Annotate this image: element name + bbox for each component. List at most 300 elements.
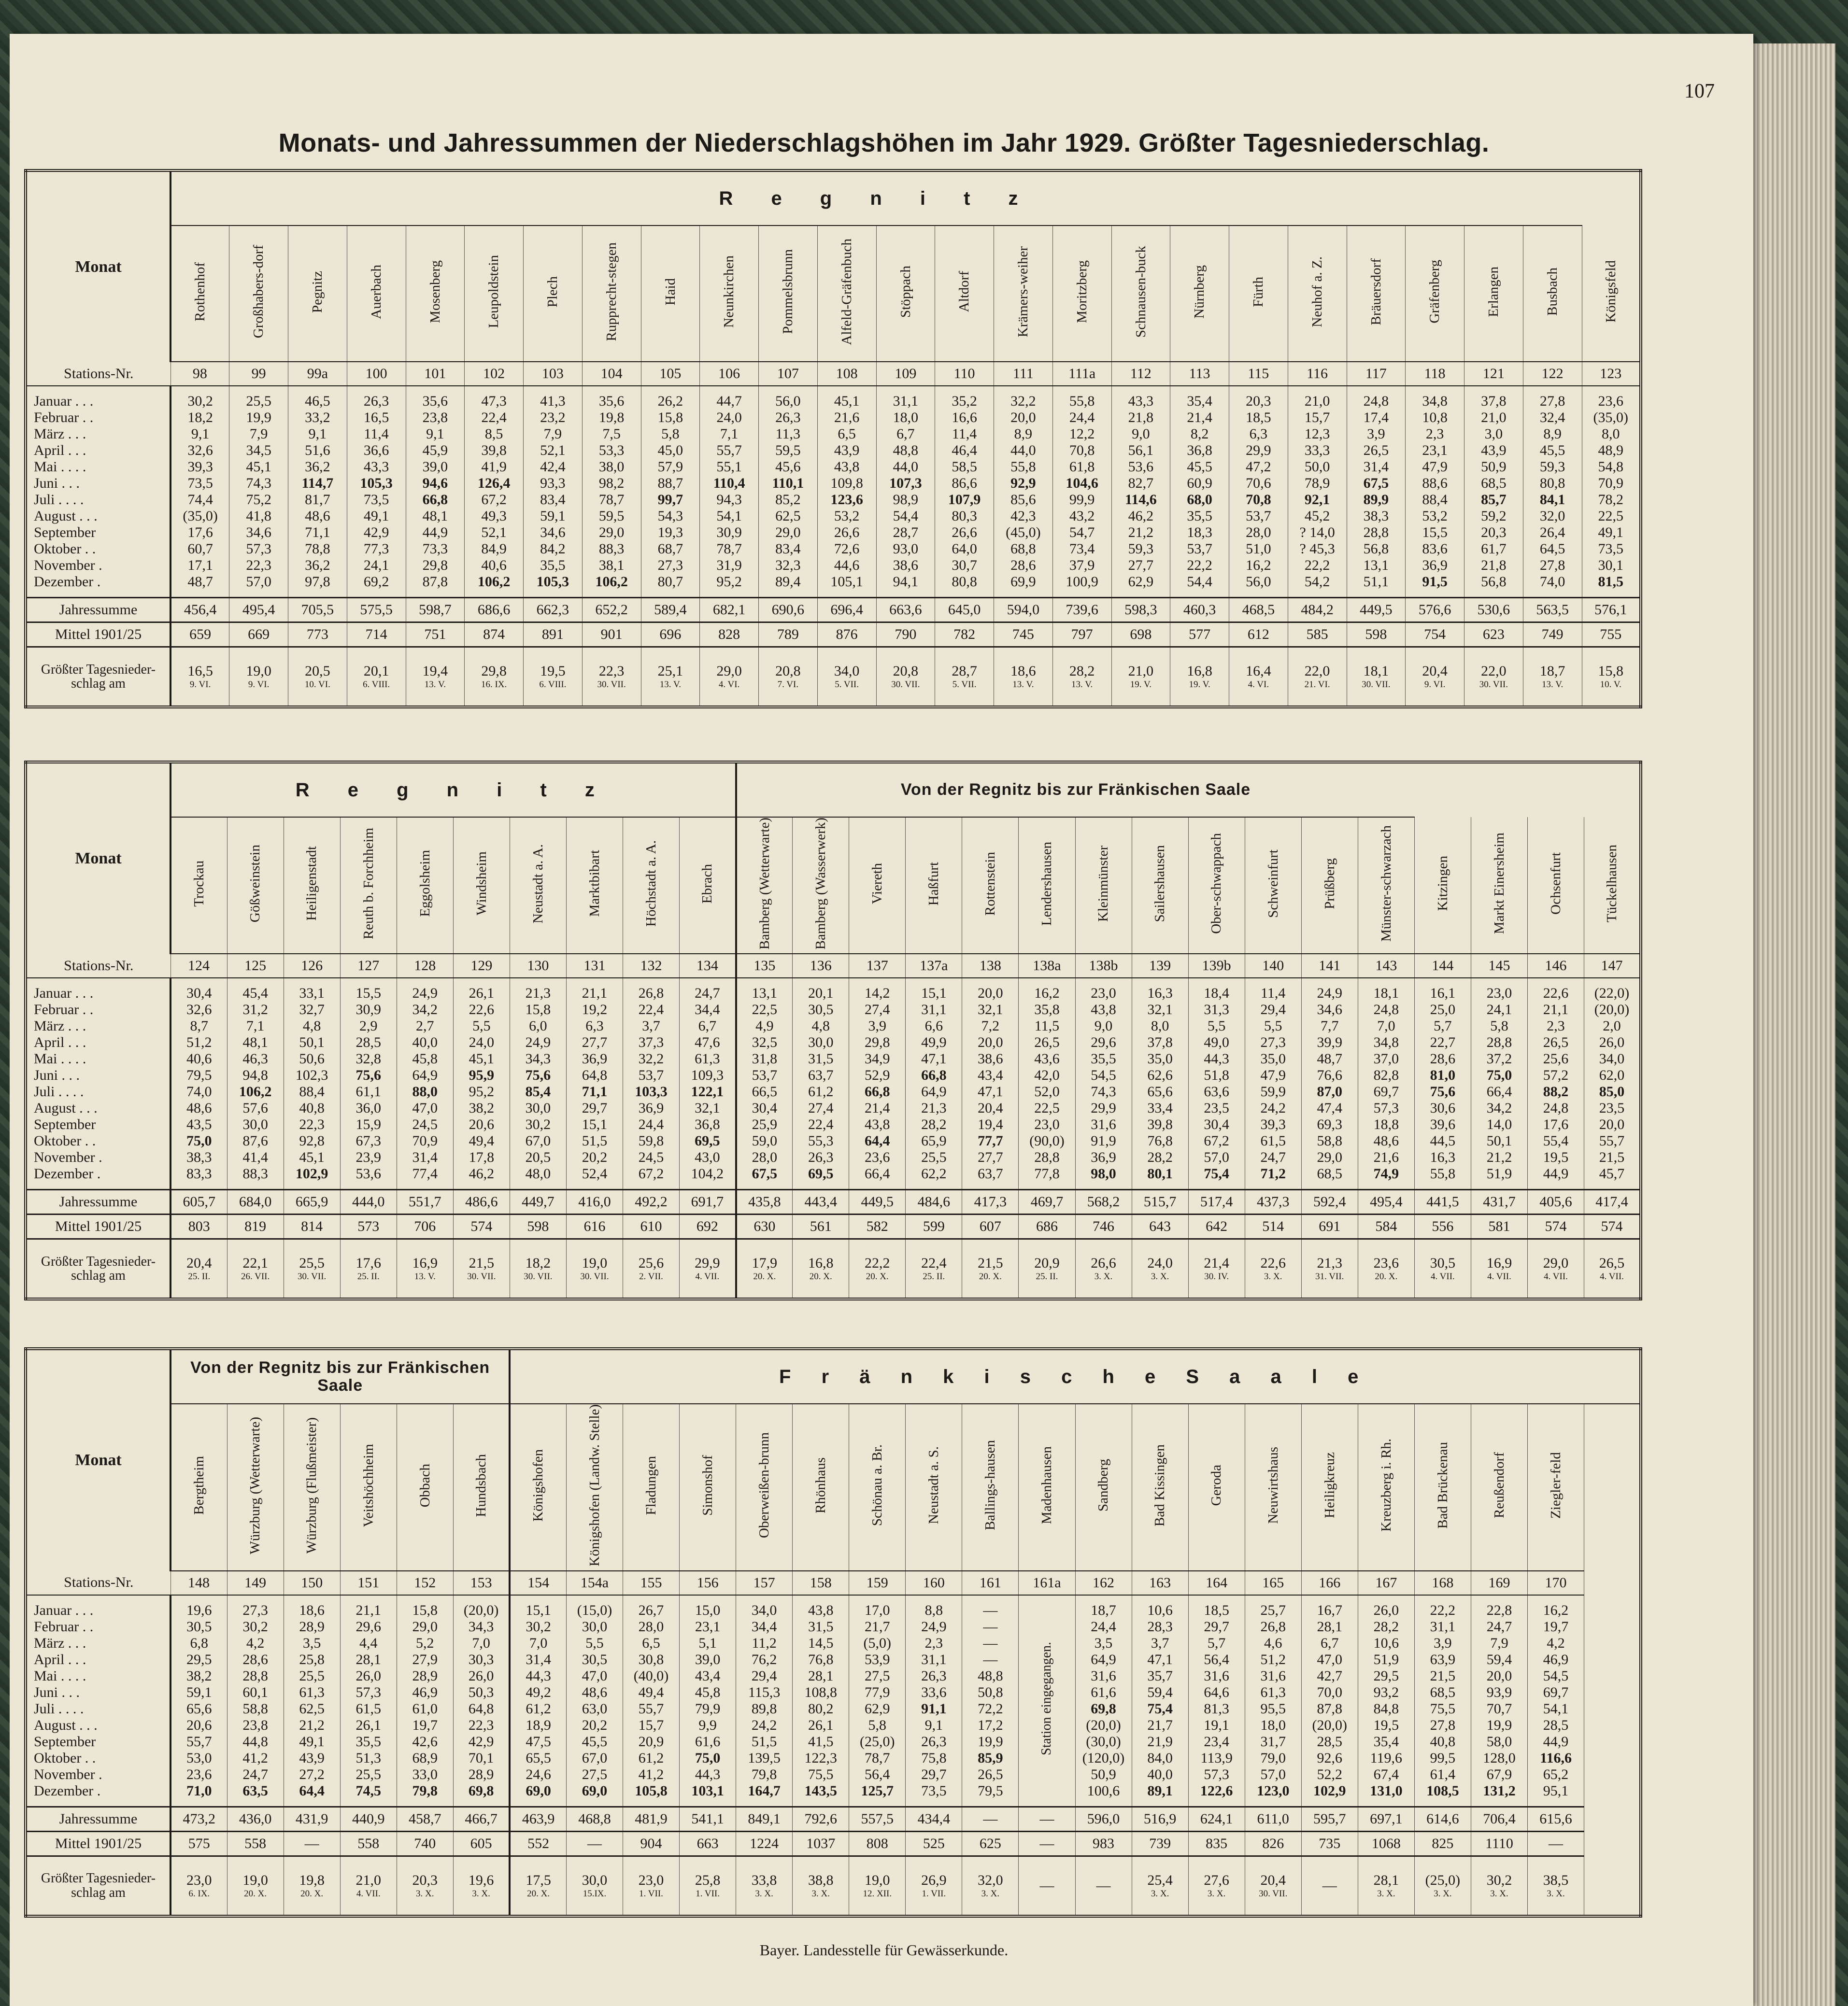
- month-value: 65,9: [906, 1133, 962, 1149]
- month-value: 68,7: [641, 541, 700, 557]
- station-nr: 160: [906, 1571, 962, 1595]
- month-value: 27,8: [1523, 557, 1582, 574]
- month-value: 46,5: [288, 386, 347, 410]
- month-value: 46,2: [1111, 508, 1170, 524]
- month-value: 21,8: [1464, 557, 1523, 574]
- month-value: 66,4: [1471, 1084, 1527, 1100]
- station-name: Neustadt a. S.: [926, 1446, 942, 1525]
- month-value: 47,9: [1245, 1067, 1301, 1084]
- month-value: 28,1: [793, 1668, 849, 1684]
- month-value: 7,9: [1471, 1635, 1527, 1652]
- month-value: 105,8: [623, 1783, 680, 1807]
- mittel-value: 739: [1132, 1831, 1188, 1856]
- max-daily-date: 3. X.: [1490, 1888, 1508, 1899]
- station-name-cell: [227, 817, 284, 954]
- max-daily-cell: [1229, 647, 1288, 707]
- month-value: 29,4: [1245, 1002, 1301, 1018]
- station-name: Fladungen: [643, 1455, 659, 1515]
- month-value: 59,9: [1245, 1084, 1301, 1100]
- mittel-value: 901: [582, 622, 641, 647]
- month-value: 10,6: [1358, 1635, 1414, 1652]
- station-nr: 99a: [288, 362, 347, 386]
- month-value: 25,6: [1528, 1051, 1584, 1067]
- station-name-cell: [229, 226, 288, 362]
- max-daily-date: 4. VII.: [356, 1888, 381, 1899]
- month-value: 23,0: [1019, 1116, 1075, 1133]
- month-label: August . . .: [26, 1717, 171, 1734]
- month-value: 55,8: [1052, 386, 1111, 410]
- station-nr: 149: [227, 1571, 284, 1595]
- month-value: 8,9: [1523, 426, 1582, 442]
- month-row: [26, 1166, 1641, 1190]
- month-value: 89,9: [1347, 492, 1406, 508]
- month-value: 28,0: [736, 1149, 793, 1166]
- station-nr: 100: [347, 362, 406, 386]
- max-daily-cell: [1358, 1239, 1414, 1300]
- max-daily-date: 3. X.: [1151, 1888, 1169, 1899]
- month-value: 26,6: [817, 524, 876, 541]
- month-value: 61,6: [1075, 1684, 1132, 1701]
- month-value: 50,3: [453, 1684, 510, 1701]
- station-name: Bad Kissingen: [1152, 1444, 1168, 1526]
- month-value: 41,5: [793, 1734, 849, 1750]
- month-value: 9,1: [906, 1717, 962, 1734]
- max-daily-value: 30,5: [1430, 1255, 1456, 1271]
- mittel-value: —: [1528, 1831, 1584, 1856]
- jahressumme-value: 515,7: [1132, 1190, 1188, 1215]
- month-value: 5,5: [453, 1018, 510, 1034]
- month-value: 64,0: [935, 541, 994, 557]
- station-name: Obbach: [417, 1463, 433, 1507]
- max-daily-value: 29,0: [716, 663, 742, 679]
- month-value: 69,7: [1358, 1084, 1414, 1100]
- month-value: 51,2: [1245, 1652, 1301, 1668]
- month-value: 39,6: [1414, 1116, 1471, 1133]
- max-daily-value: 21,0: [1128, 663, 1154, 679]
- jahressumme-value: 458,7: [397, 1807, 453, 1831]
- month-value: 61,5: [340, 1701, 397, 1717]
- month-value: 28,9: [284, 1619, 340, 1635]
- month-value: 54,7: [1052, 524, 1111, 541]
- station-nr: 138: [962, 954, 1019, 978]
- month-value: 69,0: [566, 1783, 623, 1807]
- month-value: 30,3: [453, 1652, 510, 1668]
- month-value: 49,9: [906, 1034, 962, 1051]
- month-value: 19,4: [962, 1116, 1019, 1133]
- jahressumme-value: 473,2: [171, 1807, 227, 1831]
- month-value: 11,4: [1245, 978, 1301, 1002]
- month-value: 71,1: [566, 1084, 623, 1100]
- month-value: 26,5: [1347, 442, 1406, 459]
- month-label: Februar . .: [26, 1002, 171, 1018]
- jahressumme-value: 405,6: [1528, 1190, 1584, 1215]
- max-daily-value: 34,0: [834, 663, 860, 679]
- month-value: 56,8: [1347, 541, 1406, 557]
- month-value: 61,5: [1245, 1133, 1301, 1149]
- month-value: 75,2: [229, 492, 288, 508]
- max-daily-cell: [680, 1239, 736, 1300]
- jahressumme-value: 652,2: [582, 598, 641, 622]
- month-value: 26,0: [340, 1668, 397, 1684]
- station-nr: 170: [1528, 1571, 1584, 1595]
- group-header: R e g n i t z: [171, 762, 736, 817]
- month-value: 26,1: [453, 978, 510, 1002]
- max-daily-value: 21,0: [355, 1872, 381, 1888]
- month-value: 73,3: [406, 541, 465, 557]
- month-value: (35,0): [1582, 410, 1641, 426]
- month-value: 47,0: [1301, 1652, 1358, 1668]
- month-value: 9,1: [406, 426, 465, 442]
- month-value: 31,1: [876, 386, 935, 410]
- month-value: 43,4: [680, 1668, 736, 1684]
- mittel-value: 643: [1132, 1215, 1188, 1239]
- stations-nr-label: Stations-Nr.: [26, 1571, 171, 1595]
- jahressumme-value: 624,1: [1188, 1807, 1245, 1831]
- month-value: 39,0: [680, 1652, 736, 1668]
- max-daily-label: Größter Tagesnieder-schlag am: [26, 1239, 171, 1300]
- month-value: 61,6: [680, 1734, 736, 1750]
- month-value: 36,2: [288, 459, 347, 475]
- station-nr: 141: [1301, 954, 1358, 978]
- max-daily-cell: [759, 647, 818, 707]
- jahressumme-value: 517,4: [1188, 1190, 1245, 1215]
- month-value: 7,2: [962, 1018, 1019, 1034]
- month-value: 6,5: [817, 426, 876, 442]
- month-value: 49,1: [1582, 524, 1641, 541]
- month-value: (20,0): [1584, 1002, 1641, 1018]
- month-value: 22,5: [1582, 508, 1641, 524]
- max-daily-date: 13. V.: [424, 679, 446, 690]
- month-value: 128,0: [1471, 1750, 1527, 1766]
- jahressumme-value: 696,4: [817, 598, 876, 622]
- month-value: 48,7: [171, 574, 229, 598]
- month-value: 19,5: [1358, 1717, 1414, 1734]
- month-value: 31,1: [906, 1652, 962, 1668]
- station-name-cell: [284, 1404, 340, 1571]
- month-value: 60,7: [171, 541, 229, 557]
- station-name-cell: [284, 817, 340, 954]
- month-value: 7,5: [582, 426, 641, 442]
- mittel-value: 692: [680, 1215, 736, 1239]
- mittel-value: 612: [1229, 622, 1288, 647]
- station-name-cell: [453, 1404, 510, 1571]
- month-value: 18,5: [1188, 1595, 1245, 1619]
- month-value: 44,8: [227, 1734, 284, 1750]
- month-value: 57,3: [229, 541, 288, 557]
- month-value: 16,1: [1414, 978, 1471, 1002]
- month-value: 109,8: [817, 475, 876, 492]
- month-value: 38,0: [582, 459, 641, 475]
- max-daily-cell: [171, 647, 229, 707]
- station-name-cell: [623, 817, 680, 954]
- max-daily-date: 30. VII.: [524, 1271, 553, 1282]
- month-value: 53,9: [849, 1652, 906, 1668]
- month-value: 76,8: [793, 1652, 849, 1668]
- month-value: 47,5: [510, 1734, 566, 1750]
- month-value: 30,0: [566, 1619, 623, 1635]
- month-value: (35,0): [171, 508, 229, 524]
- month-row: [26, 574, 1641, 598]
- jahressumme-value: 484,2: [1288, 598, 1347, 622]
- month-value: 22,4: [623, 1002, 680, 1018]
- mittel-value: 598: [510, 1215, 566, 1239]
- month-value: 35,6: [406, 386, 465, 410]
- mittel-value: 803: [171, 1215, 227, 1239]
- station-name-cell: [566, 1404, 623, 1571]
- month-value: 32,1: [962, 1002, 1019, 1018]
- month-value: 21,1: [566, 978, 623, 1002]
- month-value: 19,9: [962, 1734, 1019, 1750]
- station-name: Reußendorf: [1491, 1452, 1507, 1519]
- month-value: 28,6: [1414, 1051, 1471, 1067]
- month-value: 30,5: [171, 1619, 227, 1635]
- mittel-value: 755: [1582, 622, 1641, 647]
- month-value: 22,2: [1288, 557, 1347, 574]
- month-value: 27,5: [849, 1668, 906, 1684]
- max-daily-value: 22,4: [921, 1255, 947, 1271]
- month-value: 38,6: [876, 557, 935, 574]
- month-value: 22,4: [465, 410, 524, 426]
- month-value: 68,8: [994, 541, 1053, 557]
- month-value: 3,7: [623, 1018, 680, 1034]
- month-value: 24,8: [1347, 386, 1406, 410]
- max-daily-value: 25,1: [657, 663, 683, 679]
- page: [10, 34, 1753, 2006]
- station-name-cell: [680, 1404, 736, 1571]
- max-daily-date: 13. V.: [414, 1271, 436, 1282]
- month-row: [26, 1034, 1641, 1051]
- jahressumme-value: 576,6: [1406, 598, 1464, 622]
- month-value: 19,9: [1471, 1717, 1527, 1734]
- month-value: 84,8: [1358, 1701, 1414, 1717]
- max-daily-cell: [1188, 1239, 1245, 1300]
- max-daily-date: 30. VII.: [597, 679, 626, 690]
- month-value: 48,8: [962, 1668, 1019, 1684]
- month-value: 23,6: [171, 1766, 227, 1783]
- month-value: 15,8: [641, 410, 700, 426]
- month-value: 50,8: [962, 1684, 1019, 1701]
- month-value: 18,0: [1245, 1717, 1301, 1734]
- month-value: 67,2: [623, 1166, 680, 1190]
- month-value: 110,1: [759, 475, 818, 492]
- station-name-cell: [582, 226, 641, 362]
- month-value: 3,5: [1075, 1635, 1132, 1652]
- month-value: 28,9: [397, 1668, 453, 1684]
- month-value: 68,5: [1301, 1166, 1358, 1190]
- jahressumme-value: —: [1019, 1807, 1075, 1831]
- month-value: 19,7: [397, 1717, 453, 1734]
- month-value: 47,3: [465, 386, 524, 410]
- month-value: 27,3: [1245, 1034, 1301, 1051]
- station-name-cell: [227, 1404, 284, 1571]
- month-value: 94,3: [700, 492, 759, 508]
- month-value: 30,4: [1188, 1116, 1245, 1133]
- station-nr: 148: [171, 1571, 227, 1595]
- page-title: Monats- und Jahressummen der Niederschlagshöhen im Jahr 1929. Größter Tagesniederschlag.: [278, 128, 1490, 157]
- month-value: 116,6: [1528, 1750, 1584, 1766]
- max-daily-cell: [1288, 647, 1347, 707]
- mittel-value: 556: [1414, 1215, 1471, 1239]
- station-name-row: [26, 817, 1641, 954]
- station-nr: 154: [510, 1571, 566, 1595]
- month-value: 85,2: [759, 492, 818, 508]
- max-daily-cell: [1075, 1856, 1132, 1916]
- month-value: 22,6: [453, 1002, 510, 1018]
- month-value: 56,8: [1464, 574, 1523, 598]
- month-row: [26, 386, 1641, 410]
- jahressumme-value: 792,6: [793, 1807, 849, 1831]
- month-value: 38,1: [582, 557, 641, 574]
- month-value: 62,9: [1111, 574, 1170, 598]
- month-value: 38,3: [171, 1149, 227, 1166]
- station-nr: 130: [510, 954, 566, 978]
- month-value: 48,6: [566, 1684, 623, 1701]
- month-value: 15,0: [680, 1595, 736, 1619]
- max-daily-value: 30,0: [582, 1872, 608, 1888]
- month-value: 67,5: [736, 1166, 793, 1190]
- station-name: Leupoldstein: [486, 255, 502, 328]
- station-nr: 155: [623, 1571, 680, 1595]
- station-nr: 166: [1301, 1571, 1358, 1595]
- month-value: 66,4: [849, 1166, 906, 1190]
- month-value: 39,3: [171, 459, 229, 475]
- station-name: Marktbibart: [586, 850, 602, 917]
- month-value: 114,7: [288, 475, 347, 492]
- month-label: Juli . . . .: [26, 1084, 171, 1100]
- month-value: 23,0: [1471, 978, 1527, 1002]
- month-value: 3,7: [1132, 1635, 1188, 1652]
- station-name-cell: [510, 817, 566, 954]
- max-daily-date: 10. V.: [1600, 679, 1621, 690]
- max-daily-date: 4. VII.: [1600, 1271, 1624, 1282]
- month-value: 31,1: [1414, 1619, 1471, 1635]
- month-value: 48,1: [406, 508, 465, 524]
- month-value: 22,3: [284, 1116, 340, 1133]
- station-name-cell: [1464, 226, 1523, 362]
- month-value: 75,5: [793, 1766, 849, 1783]
- precipitation-table: [24, 761, 1642, 1300]
- jahressumme-value: 431,7: [1471, 1190, 1527, 1215]
- month-value: 27,5: [566, 1766, 623, 1783]
- jahressumme-value: 484,6: [906, 1190, 962, 1215]
- station-name: Königshofen: [530, 1449, 546, 1522]
- month-value: 59,4: [1471, 1652, 1527, 1668]
- month-value: 56,4: [849, 1766, 906, 1783]
- month-value: 48,8: [876, 442, 935, 459]
- month-value: 16,2: [1229, 557, 1288, 574]
- station-name: Ziegler-feld: [1548, 1452, 1564, 1519]
- max-daily-value: 23,0: [186, 1872, 212, 1888]
- month-value: (120,0): [1075, 1750, 1132, 1766]
- station-name-cell: [1288, 226, 1347, 362]
- month-value: 17,6: [171, 524, 229, 541]
- month-value: 25,0: [1414, 1002, 1471, 1018]
- station-nr: 167: [1358, 1571, 1414, 1595]
- station-name: Oberweißen-brunn: [756, 1432, 772, 1539]
- month-value: 15,5: [1406, 524, 1464, 541]
- jahressumme-value: 849,1: [736, 1807, 793, 1831]
- month-value: 40,6: [465, 557, 524, 574]
- mittel-value: 577: [1170, 622, 1229, 647]
- month-value: 71,0: [171, 1783, 227, 1807]
- jahressumme-value: 495,4: [1358, 1190, 1414, 1215]
- max-daily-value: 28,1: [1373, 1872, 1399, 1888]
- mittel-value: 582: [849, 1215, 906, 1239]
- max-daily-date: 25. II.: [923, 1271, 945, 1282]
- max-daily-value: 25,8: [695, 1872, 721, 1888]
- month-value: 76,6: [1301, 1067, 1358, 1084]
- month-value: 28,2: [1132, 1149, 1188, 1166]
- month-value: 25,8: [284, 1652, 340, 1668]
- station-nr: 101: [406, 362, 465, 386]
- station-name-cell: [935, 226, 994, 362]
- month-value: 26,3: [759, 410, 818, 426]
- max-daily-value: 17,6: [355, 1255, 381, 1271]
- station-name-cell: [1132, 1404, 1188, 1571]
- month-value: 8,8: [906, 1595, 962, 1619]
- mittel-label: Mittel 1901/25: [26, 622, 171, 647]
- month-value: 34,0: [736, 1595, 793, 1619]
- month-value: 20,6: [171, 1717, 227, 1734]
- month-row: [26, 1595, 1641, 1619]
- max-daily-cell: [229, 647, 288, 707]
- month-value: 43,5: [171, 1116, 227, 1133]
- month-value: 100,9: [1052, 574, 1111, 598]
- month-value: 77,9: [849, 1684, 906, 1701]
- month-value: 47,0: [566, 1668, 623, 1684]
- max-daily-date: 9. VI.: [189, 679, 211, 690]
- max-daily-date: 20. X.: [527, 1888, 550, 1899]
- month-row: [26, 1734, 1641, 1750]
- month-value: 64,9: [397, 1067, 453, 1084]
- month-value: 6,7: [1301, 1635, 1358, 1652]
- max-daily-cell: [1528, 1856, 1584, 1916]
- max-daily-date: 3. X.: [1377, 1888, 1395, 1899]
- max-daily-value: 21,5: [469, 1255, 495, 1271]
- month-value: 7,0: [510, 1635, 566, 1652]
- month-value: 42,3: [994, 508, 1053, 524]
- station-name-cell: [340, 817, 397, 954]
- month-value: 26,0: [1584, 1034, 1641, 1051]
- station-name: Pegnitz: [310, 270, 326, 313]
- mittel-value: 825: [1414, 1831, 1471, 1856]
- max-daily-date: 1. VII.: [639, 1888, 663, 1899]
- jahressumme-value: 697,1: [1358, 1807, 1414, 1831]
- month-value: 13,1: [1347, 557, 1406, 574]
- month-value: 36,8: [1170, 442, 1229, 459]
- max-daily-cell: [1584, 1239, 1641, 1300]
- max-daily-cell: [906, 1239, 962, 1300]
- month-value: 18,5: [1229, 410, 1288, 426]
- month-value: 47,2: [1229, 459, 1288, 475]
- month-value: 28,2: [1358, 1619, 1414, 1635]
- month-value: 106,2: [465, 574, 524, 598]
- max-daily-value: 17,5: [526, 1872, 551, 1888]
- mittel-value: —: [284, 1831, 340, 1856]
- month-value: 95,1: [1528, 1783, 1584, 1807]
- month-value: 103,1: [680, 1783, 736, 1807]
- station-name: Schönau a. Br.: [869, 1444, 885, 1526]
- max-daily-value: 18,2: [525, 1255, 551, 1271]
- month-value: 23,8: [227, 1717, 284, 1734]
- max-daily-cell: [227, 1239, 284, 1300]
- station-nr: 126: [284, 954, 340, 978]
- max-daily-date: 3. X.: [981, 1888, 1000, 1899]
- max-daily-value: 18,7: [1539, 663, 1565, 679]
- month-value: 41,8: [229, 508, 288, 524]
- month-value: 21,3: [906, 1100, 962, 1116]
- station-nr: 134: [680, 954, 736, 978]
